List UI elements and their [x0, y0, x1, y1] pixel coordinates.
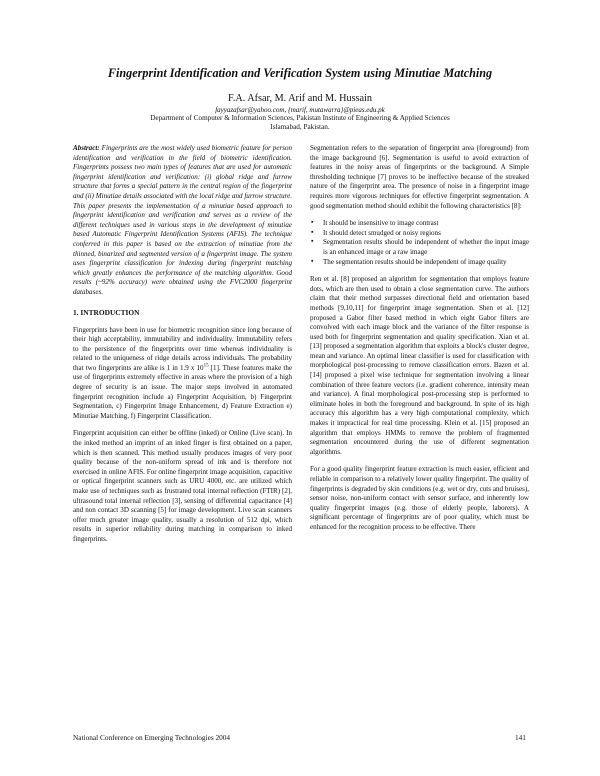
segmentation-criteria-list [310, 219, 529, 267]
segmentation-methods-paragraph: Ren et al. [8] proposed an algorithm for segmentation that employs feature dots, which are then used to obtain a close segmentation curve. The authors claim that their method surpasses directional field and orientation based methods [9,10,11] for fingerprint image segmentation. Shen et al. [12] proposed a Gabor filter based method in which eight Gabor filters are convolved with each image block and the variance of the filter response is used both for fingerprint segmentation and quality specification. Xian et al. [13] proposed a segmentation algorithm that exploits a block's cluster degree, mean and variance. An optimal linear classifier is used for classification with morphological post-processing to remove classification errors. Bazen et al. [14] proposed a pixel wise technique for segmentation involving a linear combination of three feature vectors (i.e. gradient coherence, intensity mean and variance). A final morphological post-processing step is performed to eliminate holes in both the foreground and background. In spite of its high accuracy this algorithm has a very high computational complexity, which makes it impractical for real time processing. Klein et al. [15] proposed an algorithm that employs HMMs to remove the problem of fragmented segmentation encountered during the use of different segmentation algorithms. [310, 275, 529, 456]
paper-title: Fingerprint Identification and Verification System using Minutiae Matching [107, 66, 493, 80]
abstract-label: Abstract: [73, 144, 100, 152]
footer-conference: National Conference on Emerging Technologies 2004 [73, 733, 231, 742]
author-emails: fayyazafsar@yahoo.com, {marif, mutawarra}@pieas.edu.pk [215, 106, 385, 114]
probability-exponent: 15 [203, 363, 209, 369]
list-item: ▪ The segmentation results should be independent of image quality [310, 258, 529, 268]
footer-page-number: 141 [515, 733, 526, 742]
segmentation-paragraph: Segmentation refers to the separation of fingerprint area (foreground) from the image background [6]. Segmentation is useful to avoid extraction of features in the noisy areas of fingerprints or the background. A Simple thresholding technique [7] proves to be ineffective because of the streaked nature of the fingerprint area. The presence of noise in a fingerprint image requires more vigorous techniques for effective fingerprint segmentation. A good segmentation method should exhibit the following characteristics [8]: [310, 144, 529, 210]
list-item: ▪ It should be insensitive to image contrast [310, 219, 529, 229]
list-item: ▪ It should detect smudged or noisy regions [310, 229, 529, 239]
affiliation-line-1: Department of Computer & Information Sciences, Pakistan Institute of Engineering & Applied Sciences [150, 114, 450, 122]
right-column [310, 144, 529, 541]
author-affiliation [40, 114, 560, 133]
intro-paragraph-1 [73, 326, 292, 422]
abstract [73, 144, 292, 298]
abstract-text: Fingerprints are the most widely used biometric feature for person identification and verification in the field of biometric identification. Fingerprints possess two main types of features that are used for automatic fingerprint identification and verification: (i) global ridge and furrow structure that forms a special pattern in the central region of the fingerprint and (ii) Minutiae details associated with the local ridge and furrow structure. This paper presents the implementation of a minutiae based approach to fingerprint identification and verification and serves as a review of the different techniques used in various steps in the development of minutiae based Automatic Fingerprint Identification Systems (AFIS). The technique conferred in this paper is based on the extraction of minutiae from the thinned, binarized and segmented version of a fingerprint image. The system uses fingerprint classification for indexing during fingerprint matching which greatly enhances the performance of the matching algorithm. Good results (~92% accuracy) were obtained using the FVC2000 fingerprint databases. [73, 144, 292, 296]
intro-paragraph-1-text-a: Fingerprints have been in use for biometric recognition since long because of their high acceptability, immutability and individuality. Immutability refers to the persistence of the fingerprints over time whereas individuality is related to the uniqueness of ridge details across individuals. The probability that two fingerprints are alike is 1 in 1.9 x 10 [73, 325, 292, 372]
section-heading-introduction: 1. INTRODUCTION [73, 307, 140, 317]
paper-authors: F.A. Afsar, M. Arif and M. Hussain [228, 93, 372, 104]
enhancement-paragraph: For a good quality fingerprint feature extraction is much easier, efficient and reliable in comparison to a relatively lower quality fingerprint. The quality of fingerprints is degraded by skin conditions (e.g. wet or dry, cuts and bruises), sensor noise, non-uniform contact with sensor surface, and inherently low quality fingerprint images (e.g. those of elderly people, laborers). A significant percentage of fingerprints are of poor quality, which must be enhanced for the recognition process to be effective. There [310, 465, 529, 531]
intro-paragraph-2: Fingerprint acquisition can either be offline (inked) or Online (Live scan). In the inked method an imprint of an inked finger is first obtained on a paper, which is then scanned. This method usually produces images of very poor quality because of the non-uniform spread of ink and is therefore not exercised in online AFIS. For online fingerprint image acquisition, capacitive or optical fingerprint scanners such as URU 4000, etc. are utilized which make use of techniques such as frustrated total internal reflection (FTIR) [2], ultrasound total internal reflection [3], sensing of differential capacitance [4] and non contact 3D scanning [5] for image development. Live scan scanners offer much greater image quality, usually a resolution of 512 dpi, which results in superior reliability during matching in comparison to inked fingerprints. [73, 429, 292, 543]
left-column [73, 144, 292, 553]
affiliation-line-2: Islamabad, Pakistan. [270, 123, 330, 132]
intro-paragraph-1-text-b: [1]. These features make the use of fingerprints extremely effective in areas where the provision of a high degree of security is an issue. The major steps involved in automated fingerprint recognition include a) Fingerprint Acquisition, b) Fingerprint Segmentation, c) Fingerprint Image Enhancement, d) Feature Extraction e) Minutiae Matching, f) Fingerprint Classification. [73, 363, 293, 420]
list-item: ▪ Segmentation results should be independent of whether the input image is an enhanced image or a raw image [310, 238, 529, 257]
